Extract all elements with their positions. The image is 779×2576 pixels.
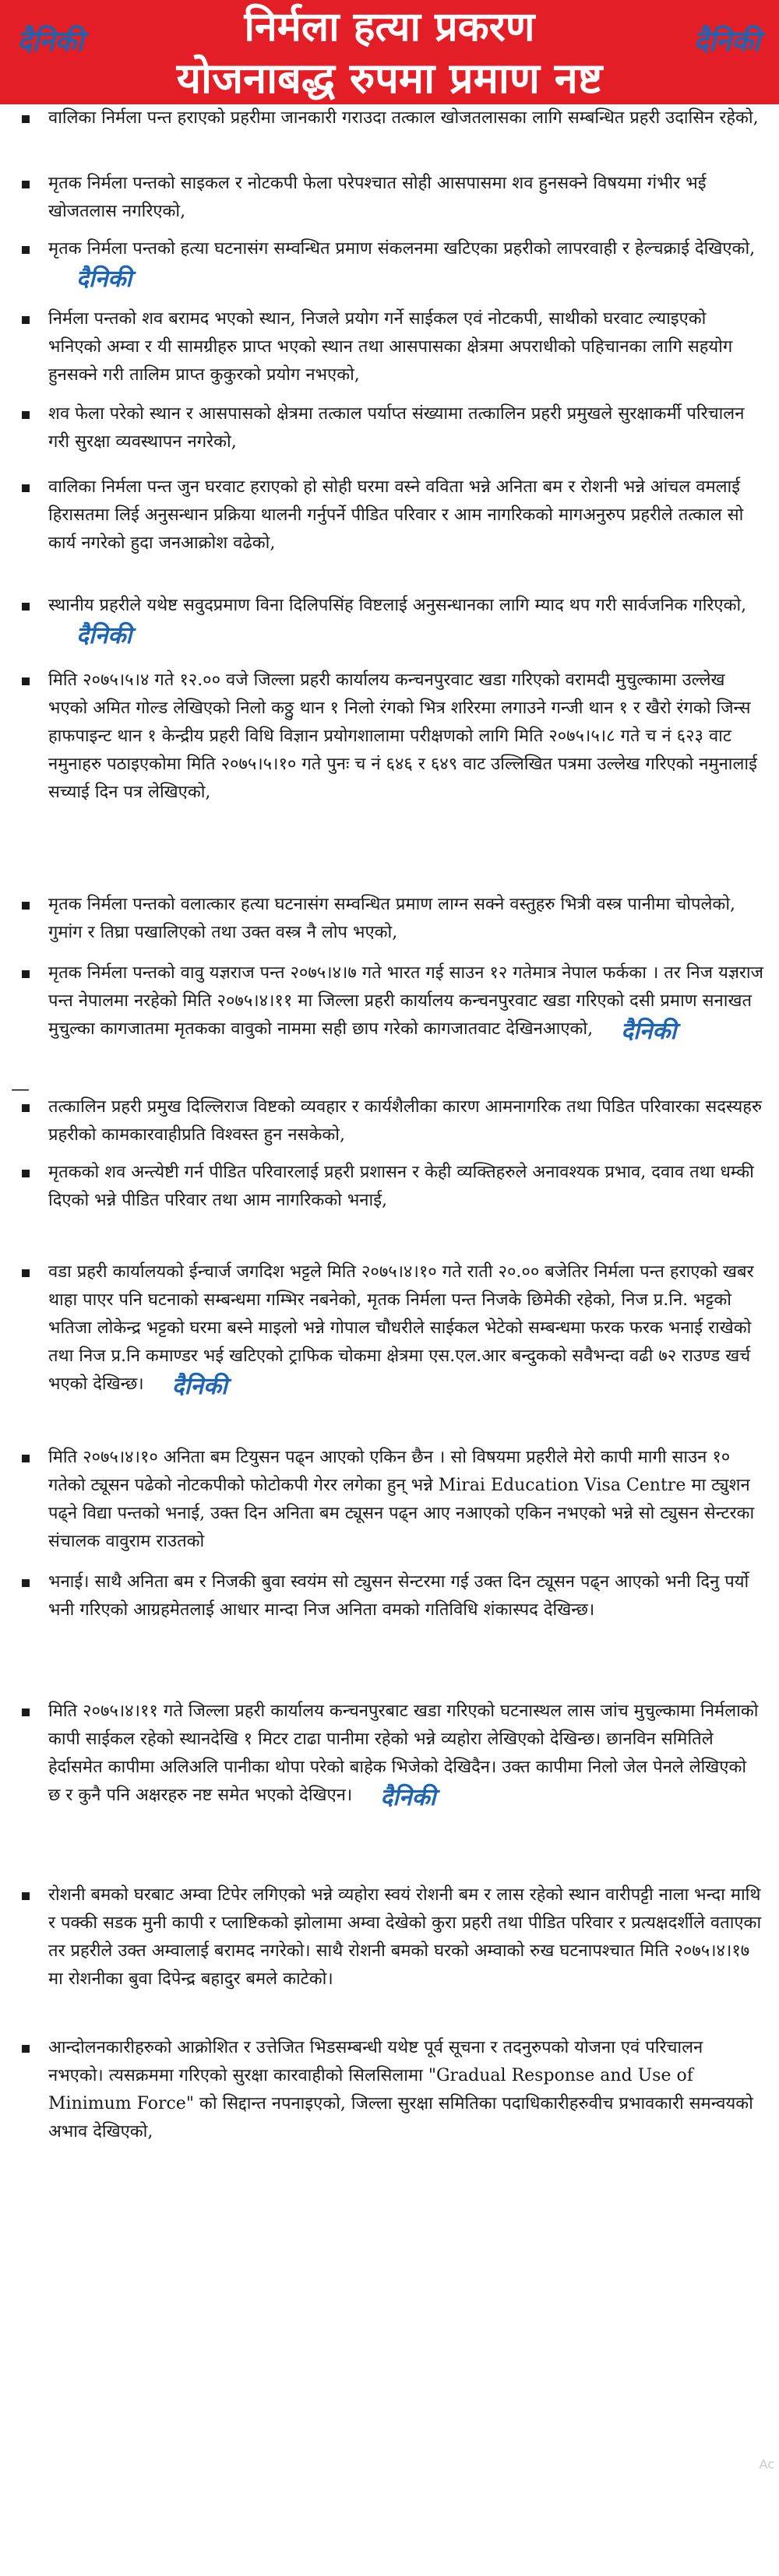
bullet-icon <box>22 411 30 419</box>
list-item-text: वालिका निर्मला पन्त जुन घरवाट हराएको हो सोही घरमा वस्ने वविता भन्ने अनिता बम र रोशनी भन्ने आंचल वमलाई हिरासतमा लिई अनुसन्धान प्रक्रिया थालनी गर्नुपर्ने पीडित परिवार र आम नागरिकको मागअनुरुप प्रहरीले तत्काल सो कार्य नगरेको हुदा जनआक्रोश वढेको, <box>48 477 744 553</box>
list-item-text: मृतक निर्मला पन्तको साइकल र नोटकपी फेला परेपश्चात सोही आसपासमा शव हुनसक्ने विषयमा गंभीर भई खोजतलास नगरिएको, <box>48 174 707 221</box>
list-item <box>22 235 763 294</box>
dainiki-watermark: दैनिकी <box>76 266 132 293</box>
bullet-icon <box>22 1269 30 1277</box>
list-item <box>22 1159 763 1215</box>
list-item-text: तत्कालिन प्रहरी प्रमुख दिल्लिराज विष्टको व्यवहार र कार्यशैलीका कारण आमनागरिक तथा पिडित परिवारका सदस्यहरु प्रहरीको कामकारवाहीप्रति विश्वस्त हुन नसकेको, <box>48 1097 763 1145</box>
header-banner <box>0 0 779 104</box>
list-item <box>22 473 763 558</box>
list-item <box>22 1881 763 1994</box>
dainiki-watermark: दैनिकी <box>171 1373 227 1400</box>
bullet-icon <box>22 2045 30 2053</box>
bullet-icon <box>22 316 30 324</box>
list-item-text: मिति २०७५।४।१० अनिता बम टियुसन पढ्न आएको एकिन छैन । सो विषयमा प्रहरीले मेरो कापी मागी साउन १० गतेको ट्यूसन पढेको नोटकपीको फोटोकपी गेरर लगेका हुन् भन्ने Mirai Education Visa Centre मा ट्युशन पढ्ने विद्या पन्तको भनाई, उक्त दिन अनिता बम ट्यूसन पढ्न आए नआएको एकिन नभएको भन्ने सो ट्युसन सेन्टरका संचालक वावुराम राउतको <box>48 1448 755 1551</box>
list-item <box>22 1258 763 1401</box>
bullet-icon <box>22 902 30 910</box>
dainiki-logo-left: दैनिकी <box>17 26 84 58</box>
bullet-icon <box>22 1170 30 1177</box>
list-item <box>22 592 763 650</box>
list-item <box>22 2034 763 2146</box>
list-item-text: वालिका निर्मला पन्त हराएको प्रहरीमा जानकारी गराउदा तत्काल खोजतलासका लागि सम्बन्धित प्रहरी उदासिन रहेको, <box>48 108 759 128</box>
bullet-icon <box>22 970 30 978</box>
bullet-icon <box>22 115 30 123</box>
headline-line-1: निर्मला हत्या प्रकरण <box>244 4 535 51</box>
list-item <box>22 1568 763 1624</box>
bullet-icon <box>22 484 30 492</box>
bullet-icon <box>22 1104 30 1112</box>
dainiki-watermark: दैनिकी <box>380 1784 436 1811</box>
list-item-text: शव फेला परेको स्थान र आसपासको क्षेत्रमा तत्काल पर्याप्त संख्यामा तत्कालिन प्रहरी प्रमुखले सुरक्षाकर्मी परिचालन गरी सुरक्षा व्यवस्थापन नगरेको, <box>48 404 745 452</box>
bullet-icon <box>22 1455 30 1462</box>
list-item-text: रोशनी बमको घरबाट अम्वा टिपेर लगिएको भन्ने व्यहोरा स्वयं रोशनी बम र लास रहेको स्थान वारीपट्टी नाला भन्दा माथि र पक्की सडक मुनी कापी र प्लाष्टिकको झोलामा अम्वा देखेको कुरा प्रहरी तथा पीडित परिवार र प्रत्यक्षदर्शीले वताएका तर प्रहरीले उक्त अम्वालाई बरामद नगरेको। साथै रोशनी बमको घरको अम्वाको रुख घटनापश्चात मिति २०७५।४।१७ मा रोशनीका बुवा दिपेन्द्र बहादुर बमले काटेको। <box>48 1885 762 1989</box>
dash-mark: — <box>11 1078 30 1100</box>
list-item <box>22 305 763 389</box>
list-item <box>22 959 763 1046</box>
list-item <box>22 400 763 456</box>
bullet-icon <box>22 1579 30 1587</box>
list-item <box>22 891 763 947</box>
list-item-text: वडा प्रहरी कार्यालयको ईन्चार्ज जगदिश भट्टले मिति २०७५।४।१० गते राती २०.०० बजेतिर निर्मला पन्त हराएको खबर थाहा पाएर पनि घटनाको सम्बन्धमा गम्भिर नबनेको, मृतक निर्मला पन्त निजके छिमेकी रहेको, निज प्र.नि. भट्टको भतिजा लोकेन्द्र भट्टको घरमा बस्ने माइलो भन्ने गोपाल चौधरीले साईकल भेटेको सम्बन्धमा फरक फरक भनाई राखेको तथा निज प्र.नि कमाण्डर भई खटिएको ट्राफिक चोकमा क्षेत्रमा एस.एल.आर बन्दुकको सवैभन्दा वढी ७२ राउण्ड खर्च भएको देखिन्छ। <box>48 1262 754 1394</box>
bullet-icon <box>22 1892 30 1900</box>
list-item-text: मिति २०७५।४।११ गते जिल्ला प्रहरी कार्यालय कन्चनपुरबाट खडा गरिएको घटनास्थल लास जांच मुचुल्कामा निर्मलाको कापी साईकल रहेको स्थानदेखि १ मिटर टाढा पानीमा रहेको भन्ने व्यहोरा लेखिएको देखिन्छ। छानविन समितिले हेर्दासमेत कापीमा अलिअलि पानीका थोपा परेको बाहेक भिजेको देखिदैन। उक्त कापीमा निलो जेल पेनले लेखिएको छ र कुनै पनि अक्षरहरु नष्ट समेत भएको देखिएन। <box>48 1701 759 1805</box>
page-corner-mark: Ac <box>759 2457 774 2472</box>
list-item-text: मृतकको शव अन्त्येष्टी गर्न पीडित परिवारलाई प्रहरी प्रशासन र केही व्यक्तिहरुले अनावश्यक प्रभाव, दवाव तथा धम्की दिएको भन्ने पीडित परिवार तथा आम नागरिकको भनाई, <box>48 1163 754 1210</box>
list-item <box>22 1093 763 1149</box>
document-body <box>0 104 779 2576</box>
bullet-icon <box>22 1709 30 1716</box>
list-item <box>22 104 763 132</box>
list-item-text: भनाई। साथै अनिता बम र निजकी बुवा स्वयंम सो ट्युसन सेन्टरमा गई उक्त दिन ट्यूसन पढ्न आएको भनी दिनु पर्यो भनी गरिएको आग्रहमेतलाई आधार मान्दा निज अनिता वमको गतिविधि शंकास्पद देखिन्छ। <box>48 1572 749 1620</box>
list-item-text: आन्दोलनकारीहरुको आक्रोशित र उत्तेजित भिडसम्बन्धी यथेष्ट पूर्व सूचना र तदनुरुपको योजना एवं परिचालन नभएको। त्यसक्रममा गरिएको सुरक्षा कारवाहीको सिलसिलामा "Gradual Response and Use of Minimum Force" को सिद्दान्त नपनाइएको, जिल्ला सुरक्षा समितिका पदाधिकारीहरुवीच प्रभावकारी समन्वयको अभाव देखिएको, <box>48 2038 753 2141</box>
list-item <box>22 667 763 807</box>
dainiki-logo-right: दैनिकी <box>693 26 760 58</box>
list-item-text: मिति २०७५।५।४ गते १२.०० वजे जिल्ला प्रहरी कार्यालय कन्चनपुरवाट खडा गरिएको वरामदी मुचुल्कामा उल्लेख भएको अमित गोल्ड लेखिएको निलो कठ्ठु थान १ निलो रंगको भित्र शरिरमा लगाउने गन्जी थान १ र खैरो रंगको जिन्स हाफपाइन्ट थान १ केन्द्रीय प्रहरी विधि विज्ञान प्रयोगशालामा परीक्षणको लागि मिति २०७५।५।८ गते च नं ६२३ वाट नमुनाहरु पठाइएकोमा मिति २०७५।५।१० गते पुनः च नं ६४६ र ६४९ वाट उल्लिखित पत्रमा उल्लेख गरिएको नमुनालाई सच्याई दिन पत्र लेखिएको, <box>48 670 757 802</box>
bullet-icon <box>22 603 30 611</box>
list-item <box>22 170 763 226</box>
headline-line-2: योजनाबद्ध रुपमा प्रमाण नष्ट <box>176 54 603 103</box>
list-item-text: मृतक निर्मला पन्तको वावु यज्ञराज पन्त २०७५।४।७ गते भारत गई साउन १२ गतेमात्र नेपाल फर्कका । तर निज यज्ञराज पन्त नेपालमा नरहेको मिति २०७५।४।११ मा जिल्ला प्रहरी कार्यालय कन्चनपुरवाट खडा गरिएको दसी प्रमाण सनाखत मुचुल्का कागजातमा मृतकका वावुको नाममा सही छाप गरेको कागजातवाट देखिनआएको, <box>48 963 763 1039</box>
list-item-text: निर्मला पन्तको शव बरामद भएको स्थान, निजले प्रयोग गर्ने साईकल एवं नोटकपी, साथीको घरवाट ल्याइएको भनिएको अम्वा र यी सामग्रीहरु प्राप्त भएको स्थान तथा आसपासका क्षेत्रमा अपराधीको पहिचानका लागि सहयोग हुनसक्ने गरी तालिम प्राप्त कुकुरको प्रयोग नभएको, <box>48 309 733 385</box>
bullet-icon <box>22 246 30 254</box>
list-item-text: मृतक निर्मला पन्तको वलात्कार हत्या घटनासंग सम्वन्धित प्रमाण लाग्न सक्ने वस्तुहरु भित्री वस्त्र पानीमा चोपलेको, गुमांग र तिघ्रा पखालिएको तथा उक्त वस्त्र नै लोप भएको, <box>48 895 736 942</box>
bullet-icon <box>22 181 30 188</box>
list-item-text: मृतक निर्मला पन्तको हत्या घटनासंग सम्वन्धित प्रमाण संकलनमा खटिएका प्रहरीको लापरवाही र हेल्चक्राई देखिएको, <box>48 239 756 259</box>
dainiki-watermark: दैनिकी <box>76 622 132 649</box>
list-item <box>22 1698 763 1812</box>
bullet-icon <box>22 677 30 685</box>
list-item-text: स्थानीय प्रहरीले यथेष्ट सवुदप्रमाण विना दिलिपसिंह विष्टलाई अनुसन्धानका लागि म्याद थप गरी सार्वजनिक गरिएको, <box>48 596 747 615</box>
list-item <box>22 1444 763 1556</box>
dainiki-watermark: दैनिकी <box>621 1018 677 1045</box>
